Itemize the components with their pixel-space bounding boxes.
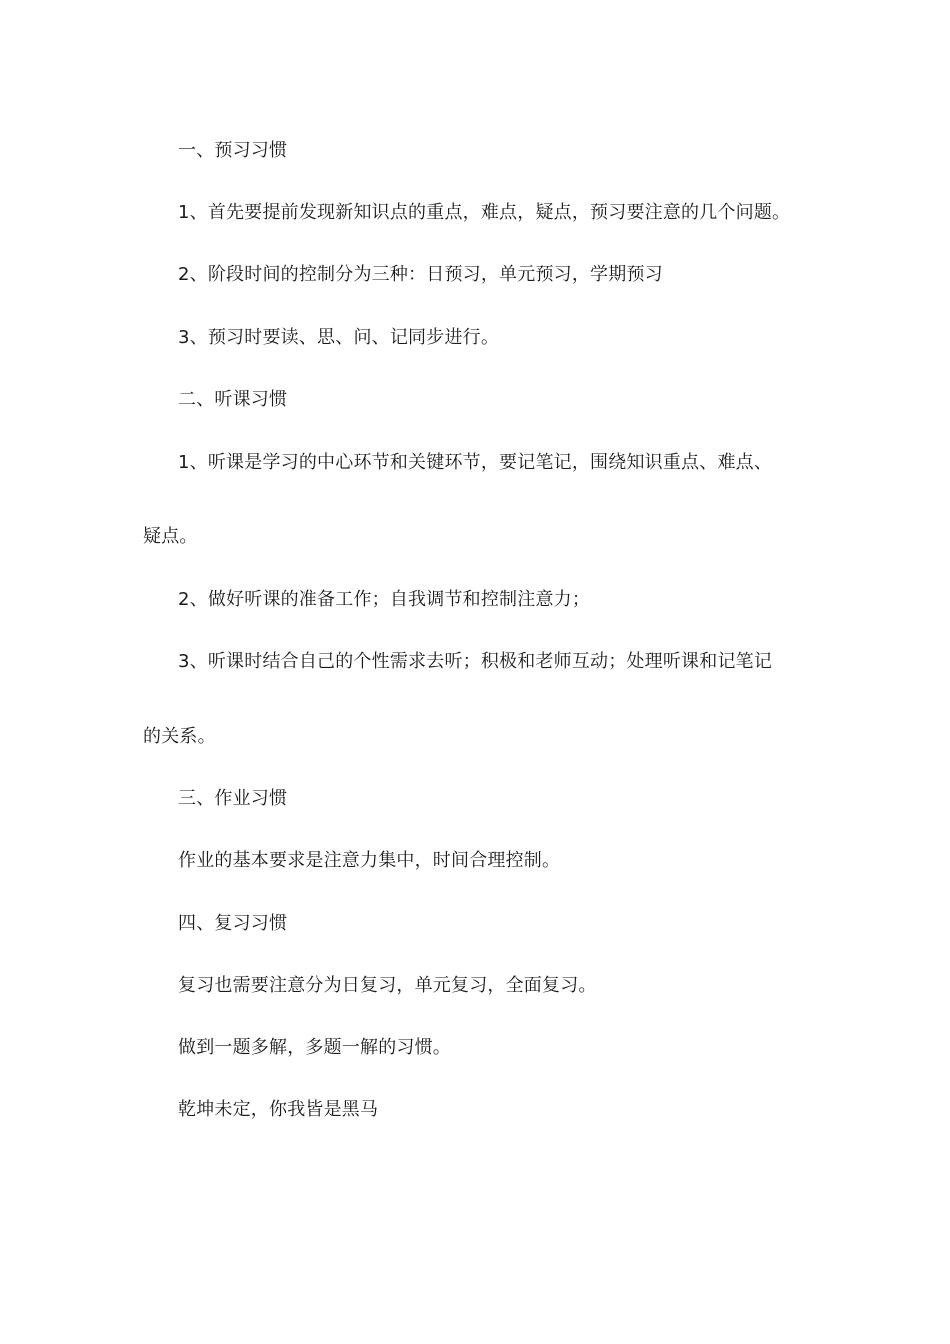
paragraph-lecture-2: 2、做好听课的准备工作；自我调节和控制注意力； bbox=[178, 589, 591, 610]
paragraph-lecture-3-continued: 的关系。 bbox=[143, 726, 216, 747]
paragraph-homework: 作业的基本要求是注意力集中，时间合理控制。 bbox=[178, 850, 561, 871]
section-heading-preview: 一、预习习惯 bbox=[178, 140, 288, 161]
section-heading-review: 四、复习习惯 bbox=[178, 913, 288, 934]
paragraph-lecture-1: 1、听课是学习的中心环节和关键环节，要记笔记，围绕知识重点、难点、 bbox=[178, 452, 773, 473]
closing-line: 乾坤未定，你我皆是黑马 bbox=[178, 1099, 379, 1120]
paragraph-lecture-1-continued: 疑点。 bbox=[143, 526, 198, 547]
paragraph-preview-3: 3、预习时要读、思、问、记同步进行。 bbox=[178, 327, 500, 348]
paragraph-preview-2: 2、阶段时间的控制分为三种：日预习，单元预习，学期预习 bbox=[178, 264, 663, 285]
section-heading-lecture: 二、听课习惯 bbox=[178, 389, 288, 410]
paragraph-preview-1: 1、首先要提前发现新知识点的重点，难点，疑点，预习要注意的几个问题。 bbox=[178, 202, 791, 223]
section-heading-homework: 三、作业习惯 bbox=[178, 788, 288, 809]
paragraph-review-2: 做到一题多解，多题一解的习惯。 bbox=[178, 1037, 451, 1058]
paragraph-lecture-3: 3、听课时结合自己的个性需求去听；积极和老师互动；处理听课和记笔记 bbox=[178, 651, 773, 672]
paragraph-review-1: 复习也需要注意分为日复习，单元复习，全面复习。 bbox=[178, 975, 597, 996]
